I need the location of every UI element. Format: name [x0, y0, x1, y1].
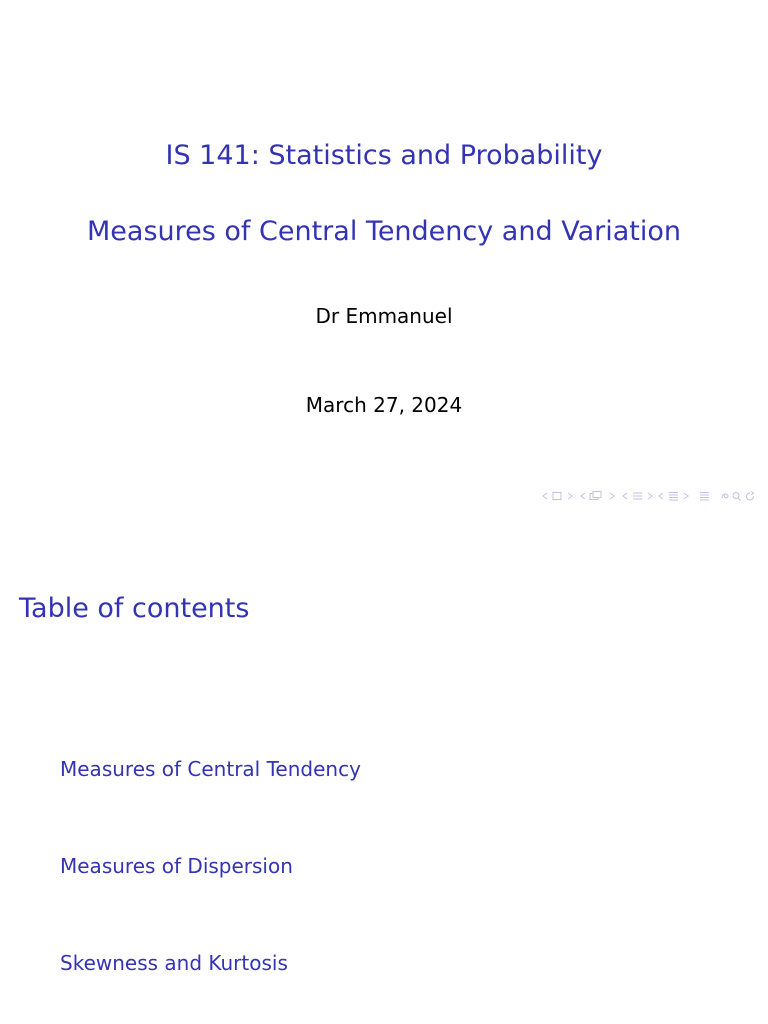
author: Dr Emmanuel — [315, 304, 453, 328]
date: March 27, 2024 — [305, 393, 463, 417]
nav-frame-icon[interactable] — [580, 490, 618, 502]
presentation-subtitle: Measures of Central Tendency and Variation — [87, 216, 681, 247]
nav-align-icon[interactable] — [694, 490, 716, 502]
nav-search-icon[interactable] — [720, 490, 760, 502]
navigation-bar — [542, 488, 760, 504]
toc-item-dispersion[interactable]: Measures of Dispersion — [60, 854, 293, 878]
toc-slide — [0, 512, 768, 1024]
presentation-title: IS 141: Statistics and Probability — [165, 140, 603, 171]
nav-subsection-icon[interactable] — [622, 490, 654, 502]
toc-item-skewness-kurtosis[interactable]: Skewness and Kurtosis — [60, 951, 288, 975]
frame-title: Table of contents — [19, 593, 250, 624]
toc-item-central-tendency[interactable]: Measures of Central Tendency — [60, 757, 361, 781]
nav-section-icon[interactable] — [658, 490, 690, 502]
nav-slide-icon[interactable] — [542, 490, 576, 502]
